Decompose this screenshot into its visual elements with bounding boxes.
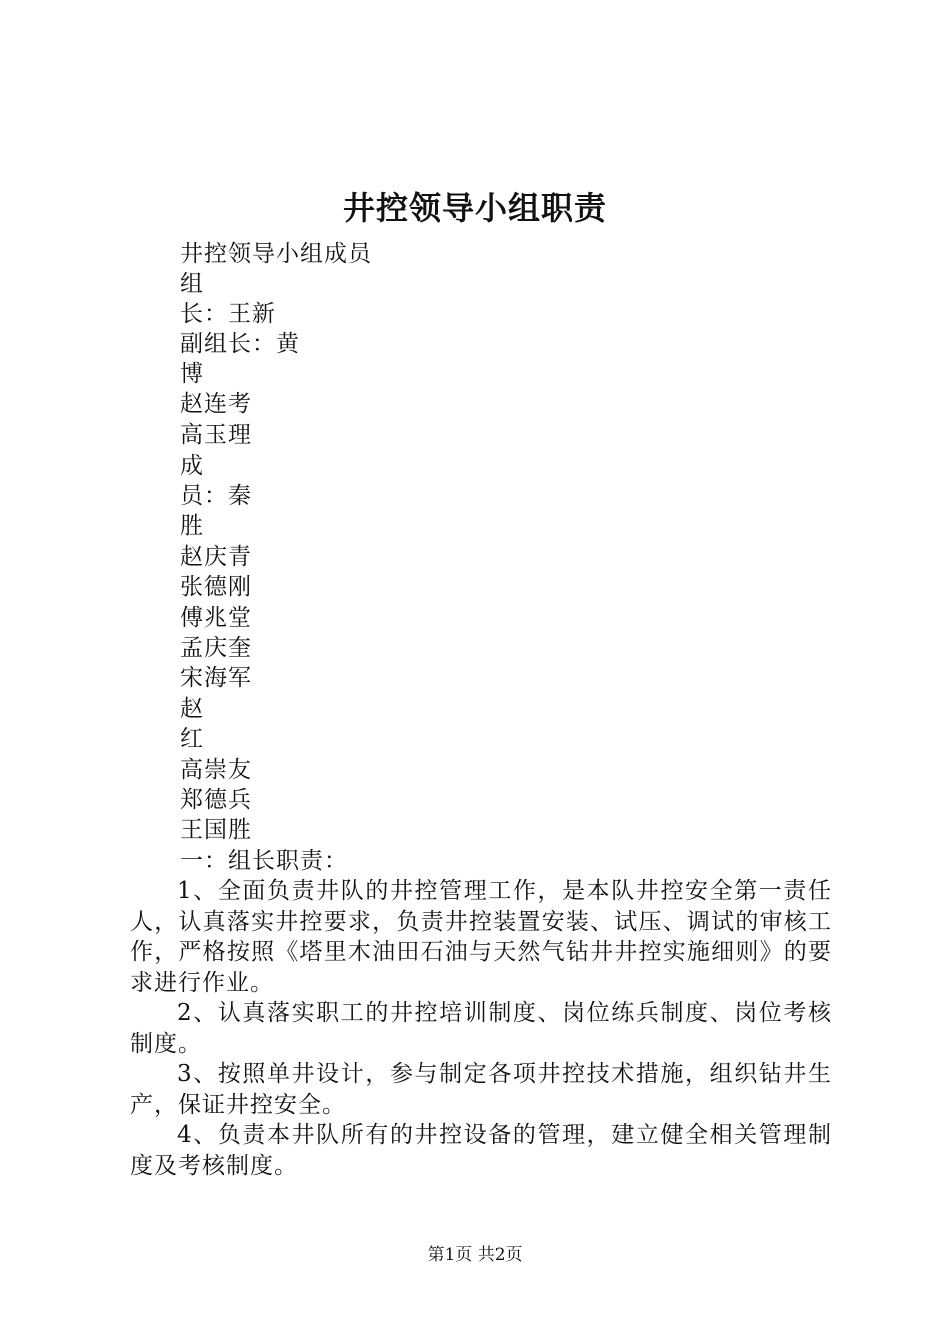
member-line: 红 xyxy=(180,726,204,752)
member-line: 傅兆堂 xyxy=(180,605,252,631)
page-title: 井控领导小组职责 xyxy=(342,189,607,227)
member-line: 赵 xyxy=(180,696,204,722)
duty-paragraph: 3、按照单井设计，参与制定各项井控技术措施，组织钻井生产，保证井控安全。 xyxy=(130,1061,832,1118)
member-line: 赵庆青 xyxy=(180,544,252,570)
duty-paragraph: 4、负责本井队所有的井控设备的管理，建立健全相关管理制度及考核制度。 xyxy=(130,1122,832,1179)
duty-paragraph: 2、认真落实职工的井控培训制度、岗位练兵制度、岗位考核制度。 xyxy=(130,1000,832,1057)
member-line: 宋海军 xyxy=(180,665,252,691)
member-line: 博 xyxy=(180,361,204,387)
member-line: 孟庆奎 xyxy=(180,635,252,661)
member-line: 员：秦 xyxy=(180,483,252,509)
member-line: 组 xyxy=(180,271,204,297)
member-line: 高崇友 xyxy=(180,757,252,783)
members-heading: 井控领导小组成员 xyxy=(180,241,372,267)
member-line: 郑德兵 xyxy=(180,787,252,813)
member-line: 成 xyxy=(180,453,204,479)
member-line: 张德刚 xyxy=(180,574,252,600)
page-footer: 第1页 共2页 xyxy=(427,1245,523,1265)
member-line: 胜 xyxy=(180,513,204,539)
member-line: 长：王新 xyxy=(180,301,276,327)
section-heading: 一：组长职责： xyxy=(180,848,348,874)
member-line: 王国胜 xyxy=(180,817,252,843)
member-line: 副组长：黄 xyxy=(180,331,300,357)
member-line: 高玉理 xyxy=(180,422,252,448)
member-line: 赵连考 xyxy=(180,391,252,417)
duty-paragraph: 1、全面负责井队的井控管理工作，是本队井控安全第一责任人，认真落实井控要求，负责井控装置安装、试压、调试的审核工作，严格按照《塔里木油田石油与天然气钻井井控实施细则》的要求进行作业。 xyxy=(130,878,832,996)
